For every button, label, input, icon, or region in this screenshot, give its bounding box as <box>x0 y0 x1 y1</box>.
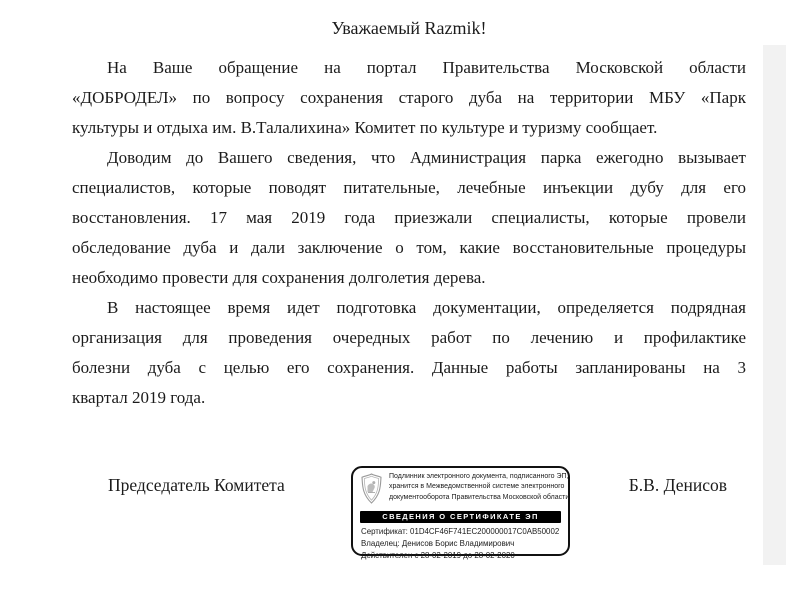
body-line: «ДОБРОДЕЛ» по вопросу сохранения старого дуба на территории МБУ «Парк <box>72 88 746 107</box>
certificate-info-header: СВЕДЕНИЯ О СЕРТИФИКАТЕ ЭП <box>360 511 561 523</box>
body-line: культуры и отдыха им. В.Талалихина» Комитет по культуре и туризму сообщает. <box>72 118 658 137</box>
body-line: квартал 2019 года. <box>72 388 206 407</box>
certificate-info <box>353 523 568 562</box>
moscow-region-emblem-icon <box>360 473 383 509</box>
certificate-number: Сертификат: 01D4CF46F741EC200000017C0AB50002 <box>361 527 560 536</box>
body-line: необходимо провести для сохранения долголетия дерева. <box>72 268 486 287</box>
letter-salutation: Уважаемый Razmik! <box>331 18 487 38</box>
body-line: специалистов, которые поводят питательные, лечебные инъекции дубу для его <box>72 178 746 197</box>
scan-artifact-band <box>763 45 786 565</box>
signature-name: Б.В. Денисов <box>628 475 727 495</box>
body-line: организация для проведения очередных работ по лечению и профилактике <box>72 328 746 347</box>
body-line: болезни дуба с целью его сохранения. Данные работы запланированы на 3 <box>72 358 746 377</box>
body-line: В настоящее время идет подготовка документации, определяется подрядная <box>107 298 746 317</box>
certificate-validity: Действителен с 28-02-2019 до 28-02-2020 <box>361 551 515 560</box>
certificate-owner: Владелец: Денисов Борис Владимирович <box>361 539 515 548</box>
stamp-header-text: Подлинник электронного документа, подписанного ЭП, хранится в Межведомственной системе электронного документооборота Правительства Московской области <box>389 473 570 501</box>
stamp-header <box>353 468 568 510</box>
body-line: На Ваше обращение на портал Правительства Московской области <box>107 58 746 77</box>
body-line: обследование дуба и дали заключение о том, какие восстановительные процедуры <box>72 238 746 257</box>
body-line: Доводим до Вашего сведения, что Администрация парка ежегодно вызывает <box>107 148 746 167</box>
letter-body <box>72 53 746 413</box>
signature-role: Председатель Комитета <box>108 475 285 495</box>
body-line: восстановления. 17 мая 2019 года приезжали специалисты, которые провели <box>72 208 746 227</box>
digital-signature-stamp <box>351 466 570 560</box>
